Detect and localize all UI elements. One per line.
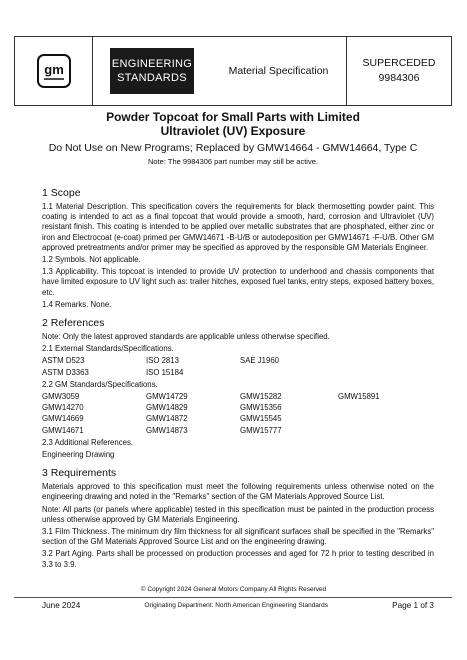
requirements-part-aging: 3.2 Part Aging. Parts shall be processed on production processes and aged for 72 h prior to testing described in 3.3 to 3.9. xyxy=(42,549,434,569)
footer-divider xyxy=(14,597,452,598)
page-footer xyxy=(42,601,434,610)
document-title-line-1: Powder Topcoat for Small Parts with Limited xyxy=(106,110,360,124)
document-subtitle: Do Not Use on New Programs; Replaced by GMW14664 - GMW14664, Type C xyxy=(48,142,418,154)
standard-item: ISO 15184 xyxy=(146,367,184,377)
standard-item xyxy=(338,414,434,424)
gm-standards-heading: 2.2 GM Standards/Specifications. xyxy=(42,379,158,389)
standard-item: GMW15777 xyxy=(240,425,282,435)
logo-text: gm xyxy=(43,62,64,77)
status-label: SUPERCEDED xyxy=(362,57,436,69)
standard-item: GMW15545 xyxy=(240,414,282,424)
spec-type-cell xyxy=(211,37,347,105)
engineering-standards-cell xyxy=(93,37,211,105)
gm-standards-list xyxy=(42,392,434,436)
engineering-standards-badge xyxy=(110,48,194,94)
footer-department: Originating Department: North American Engineering Standards xyxy=(144,602,328,609)
standard-item: GMW14873 xyxy=(146,425,188,435)
standard-item: ASTM D3363 xyxy=(42,367,89,377)
standard-item: GMW14671 xyxy=(42,425,84,435)
standard-item: GMW14872 xyxy=(146,414,188,424)
requirements-intro: Materials approved to this specification must meet the following requirements unless otherwise noted on the engineering drawing and noted in the "Remarks" section of the GM Materials Approved Source List. xyxy=(42,482,434,502)
standard-item: SAE J1960 xyxy=(240,356,280,366)
references-heading: 2 References xyxy=(42,317,105,330)
scope-material-description: 1.1 Material Description. This specification covers the requirements for black thermosetting powder paint. This coating is intended to act as a final topcoat that would provide a smooth, hard, corrosion and Ultraviolet (UV) resistant finish. This coating is intended to be applied over metallic substrates that are phosphated, either zinc or iron and Electrocoat (e-coat) primed per GMW14671 -B-U/B or autodeposition per GMW14671 -F-U/B. Other GM approved pretreatments and/or primer may be specified as approved by the responsible GM Materials Engineer. xyxy=(42,202,434,252)
eng-line-2: STANDARDS xyxy=(117,72,187,84)
external-standards-list xyxy=(42,356,434,377)
standard-item: GMW3059 xyxy=(42,392,80,402)
standard-item xyxy=(338,426,434,436)
footer-date: June 2024 xyxy=(42,601,81,610)
additional-references-item: Engineering Drawing xyxy=(42,450,115,460)
standard-item xyxy=(338,403,434,413)
document-body xyxy=(42,180,434,572)
standard-item: GMW15891 xyxy=(338,392,380,402)
requirements-film-thickness: 3.1 Film Thickness. The minimum dry film thickness for all significant surfaces shall be specified in the "Remarks" section of the GM Materials Approved Source List and on the engineering drawing. xyxy=(42,527,434,547)
standard-item xyxy=(338,368,434,378)
standard-item: GMW14270 xyxy=(42,403,84,413)
part-number-note: Note: The 9984306 part number may still be active. xyxy=(148,157,318,166)
standard-item: ASTM D523 xyxy=(42,356,85,366)
scope-symbols: 1.2 Symbols. Not applicable. xyxy=(42,255,141,265)
gm-logo-icon xyxy=(37,54,71,88)
standard-item: ISO 2813 xyxy=(146,356,179,366)
spec-type-label: Material Specification xyxy=(228,65,329,77)
standard-item: GMW14729 xyxy=(146,392,188,402)
spec-number: 9984306 xyxy=(378,72,420,84)
standard-item xyxy=(240,368,338,378)
requirements-note: Note: All parts (or panels where applicable) tested in this specification must be painted in the production process unless otherwise approved by GM Materials Engineering. xyxy=(42,504,434,524)
standard-item: GMW15356 xyxy=(240,403,282,413)
references-note: Note: Only the latest approved standards are applicable unless otherwise specified. xyxy=(42,332,330,342)
standard-item: GMW14829 xyxy=(146,403,188,413)
status-cell xyxy=(347,37,451,105)
requirements-heading: 3 Requirements xyxy=(42,467,117,480)
standard-item: GMW15282 xyxy=(240,392,282,402)
standard-item: GMW14669 xyxy=(42,414,84,424)
standard-item xyxy=(338,356,434,366)
scope-applicability: 1.3 Applicability. This topcoat is intended to provide UV protection to underhood and chassis components that have limited exposure to UV light such as: trailer hitches, exposed fuel tanks, entry steps, exposed battery boxes, etc. xyxy=(42,267,434,297)
title-block xyxy=(14,110,452,166)
copyright-notice: © Copyright 2024 General Motors Company All Rights Reserved xyxy=(140,586,327,593)
logo-cell xyxy=(15,37,93,105)
scope-remarks: 1.4 Remarks. None. xyxy=(42,299,112,309)
scope-heading: 1 Scope xyxy=(42,187,81,199)
footer-page-number: Page 1 of 3 xyxy=(392,601,434,610)
document-header xyxy=(14,36,452,106)
external-standards-heading: 2.1 External Standards/Specifications. xyxy=(42,344,174,354)
document-title-line-2: Ultraviolet (UV) Exposure xyxy=(160,124,306,138)
eng-line-1: ENGINEERING xyxy=(111,58,193,70)
additional-references-heading: 2.3 Additional References. xyxy=(42,437,134,447)
